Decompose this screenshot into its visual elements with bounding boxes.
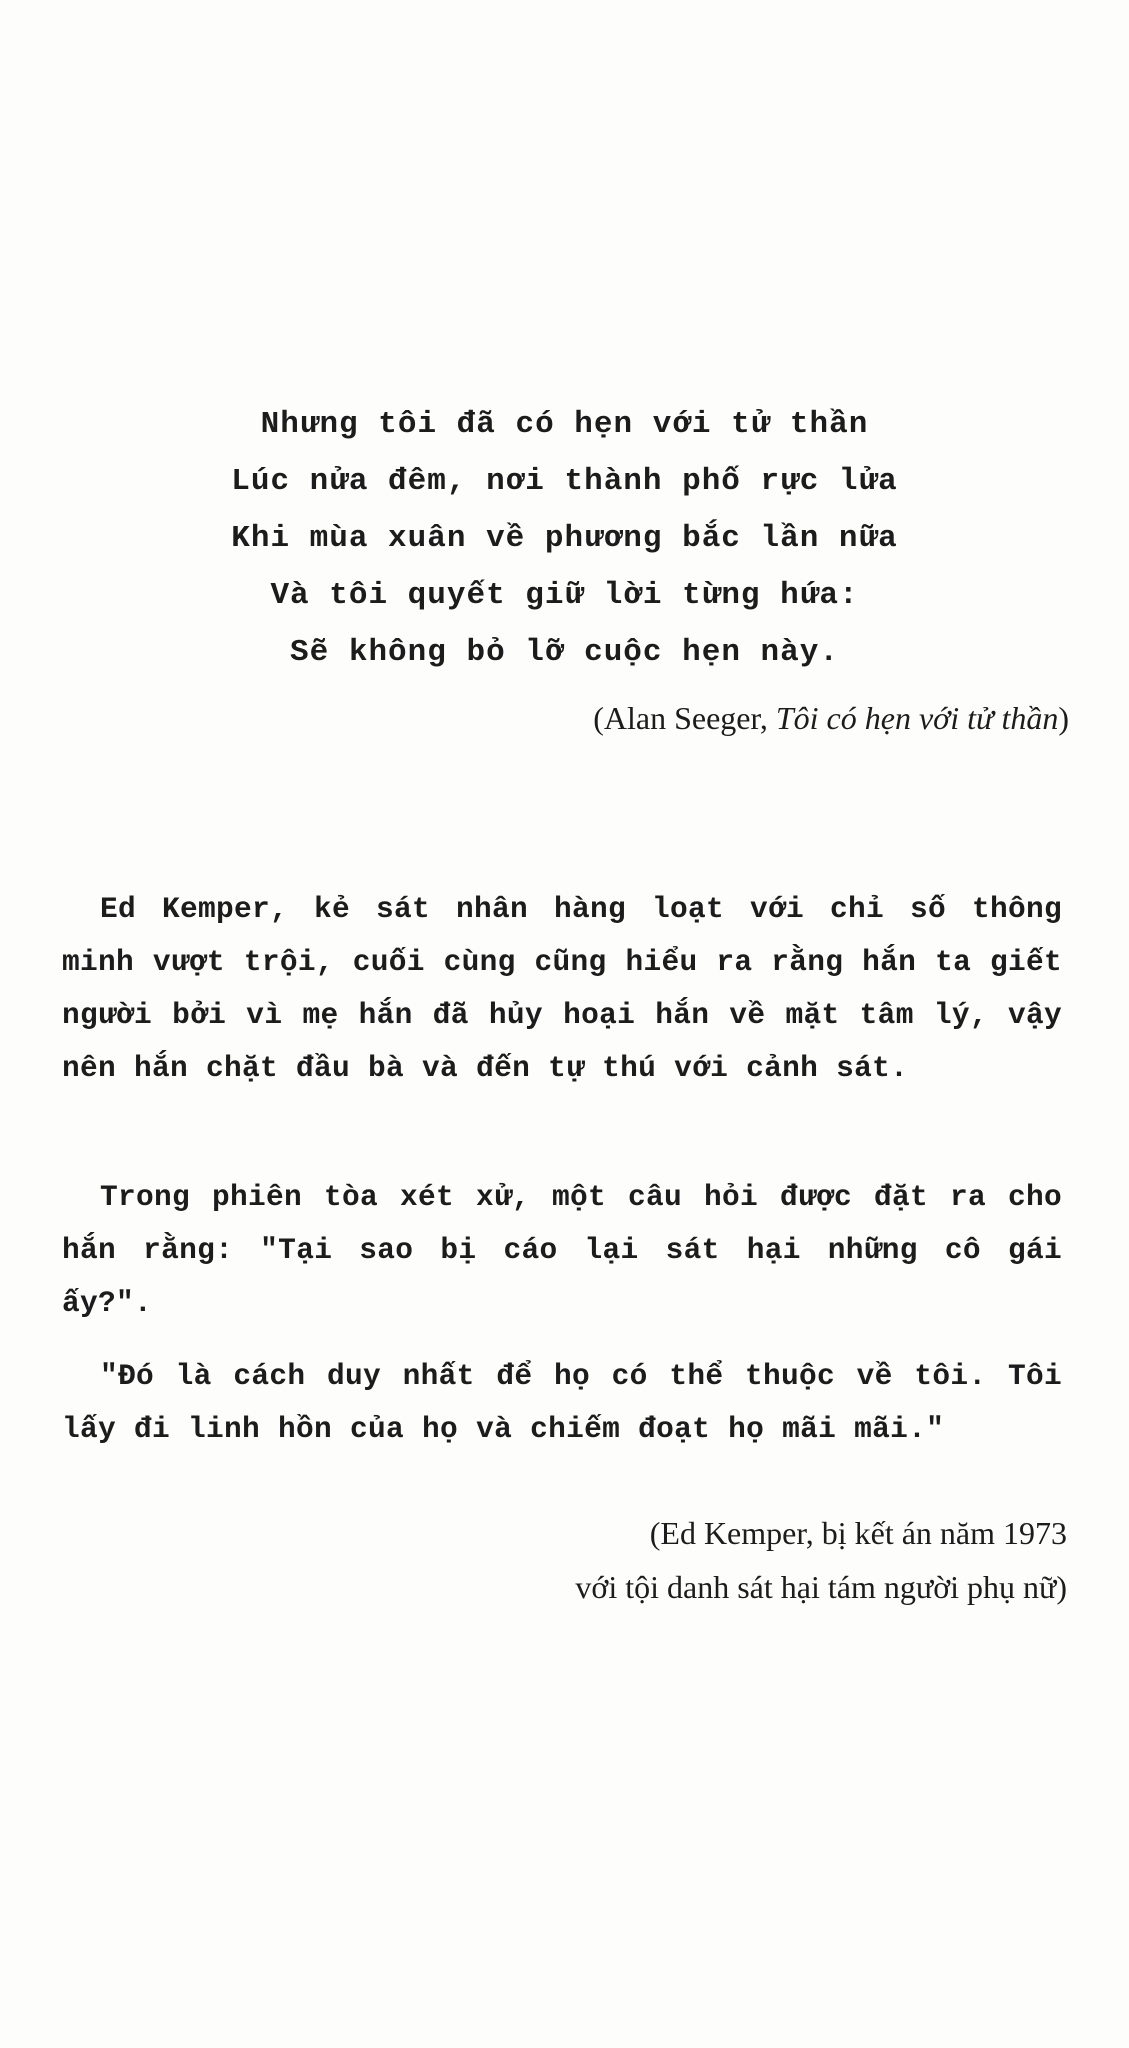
poem-attribution-author: (Alan Seeger, (593, 700, 776, 736)
epigraph-poem (0, 396, 1129, 681)
quote-attribution-line-2: với tội danh sát hại tám người phụ nữ) (575, 1569, 1067, 1605)
quote-attribution (575, 1506, 1067, 1614)
poem-line-5: Sẽ không bỏ lỡ cuộc hẹn này. (290, 635, 839, 670)
poem-line-4: Và tôi quyết giữ lời từng hứa: (270, 578, 859, 613)
body-paragraph-3: "Đó là cách duy nhất để họ có thể thuộc về tôi. Tôi lấy đi linh hồn của họ và chiếm đoạt họ mãi mãi." (62, 1358, 1062, 1446)
poem-line-2: Lúc nửa đêm, nơi thành phố rực lửa (231, 464, 898, 499)
poem-attribution-title: Tôi có hẹn với tử thần (775, 700, 1059, 736)
body-paragraph-2: Trong phiên tòa xét xử, một câu hỏi được đặt ra cho hắn rằng: "Tại sao bị cáo lại sát hại những cô gái ấy?". (62, 1179, 1062, 1320)
poem-attribution-close: ) (1058, 700, 1069, 736)
quote-attribution-line-1: (Ed Kemper, bị kết án năm 1973 (649, 1515, 1067, 1551)
poem-attribution (593, 700, 1069, 737)
poem-line-3: Khi mùa xuân về phương bắc lần nữa (231, 521, 898, 556)
poem-line-1: Nhưng tôi đã có hẹn với tử thần (260, 407, 869, 442)
body-paragraph-1: Ed Kemper, kẻ sát nhân hàng loạt với chỉ số thông minh vượt trội, cuối cùng cũng hiểu ra rằng hắn ta giết người bởi vì mẹ hắn đã hủy hoại hắn về mặt tâm lý, vậy nên hắn chặt đầu bà và đến tự thú với cảnh sát. (62, 891, 1062, 1085)
